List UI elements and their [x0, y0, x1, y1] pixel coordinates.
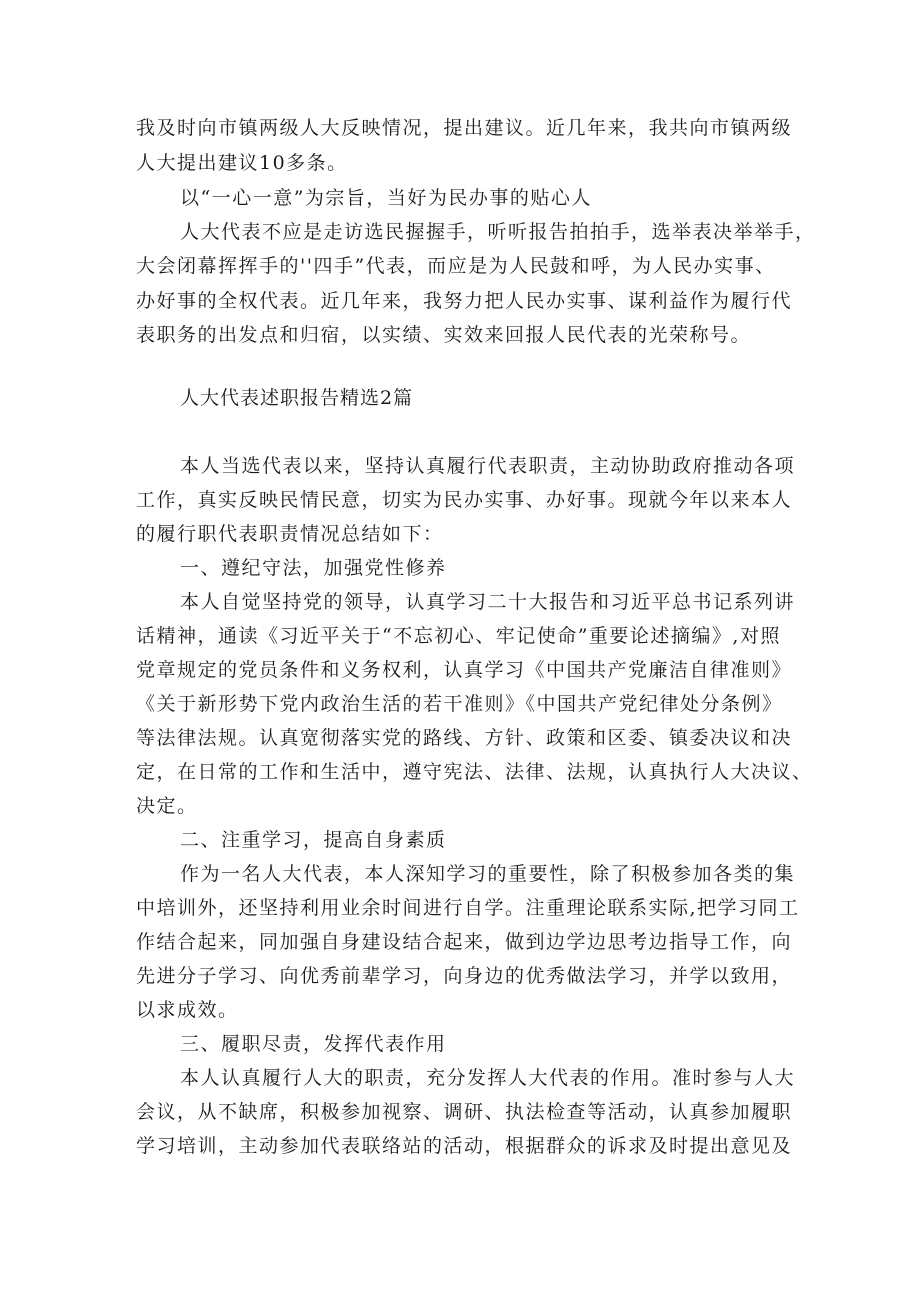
text-line: 等法律法规。认真宽彻落实党的路线、方针、政策和区委、镇委决议和决: [136, 727, 793, 749]
text-line: 作结合起来，同加强自身建设结合起来，做到边学边思考边指导工作，向: [136, 931, 793, 953]
section-subtitle: 以“一心一意”为宗旨，当好为民办事的贴心人: [180, 187, 592, 209]
text-line: 本人自觉坚持党的领导，认真学习二十大报告和习近平总书记系列讲: [180, 591, 796, 613]
text-line: 我及时向市镇两级人大反映情况，提出建议。近几年来，我共向市镇两级: [136, 117, 793, 139]
text-line: 话精神，通读《习近平关于“不忘初心、牢记使命”重要论述摘编》,对照: [136, 625, 781, 647]
text-line: 党章规定的党员条件和义务权利，认真学习《中国共产党廉洁自律准则》: [136, 659, 793, 681]
text-line: 工作，真实反映民情民意，切实为民办实事、办好事。现就今年以来本人: [136, 489, 793, 511]
section-heading-2: 二、注重学习，提高自身素质: [180, 829, 447, 851]
text-line: 本人当选代表以来，坚持认真履行代表职责，主动协助政府推动各项: [180, 455, 796, 477]
text-line: 表职务的出发点和归宿，以实绩、实效来回报人民代表的光荣称号。: [136, 324, 752, 346]
text-line: 中培训外，还坚持利用业余时间进行自学。注重理论联系实际,把学习同工: [136, 897, 800, 919]
text-line: 《关于新形势下党内政治生活的若干准则》《中国共产党纪律处分条例》: [136, 693, 783, 715]
text-line: 会议，从不缺席，积极参加视察、调研、执法检查等活动，认真参加履职: [136, 1101, 793, 1123]
text-line: 人大提出建议10多条。: [136, 152, 348, 174]
text-line: 决定。: [136, 795, 198, 817]
text-line: 大会闭幕挥挥手的''四手”代表，而应是为人民鼓和呼，为人民办实事、: [136, 255, 776, 277]
text-line: 学习培训，主动参加代表联络站的活动，根据群众的诉求及时提出意见及: [136, 1135, 793, 1157]
text-line: 办好事的全权代表。近几年来，我努力把人民办实事、谋利益作为履行代: [136, 290, 793, 312]
text-line: 作为一名人大代表，本人深知学习的重要性，除了积极参加各类的集: [180, 863, 796, 885]
section-heading-3: 三、履职尽责，发挥代表作用: [180, 1033, 447, 1055]
text-line: 先进分子学习、向优秀前辈学习，向身边的优秀做法学习，并学以致用，: [136, 965, 793, 987]
text-line: 以求成效。: [136, 999, 239, 1021]
text-line: 人大代表不应是走访选民握握手，听听报告拍拍手，选举表决举举手，: [180, 221, 816, 243]
text-line: 本人认真履行人大的职责，充分发挥人大代表的作用。准时参与人大: [180, 1067, 796, 1089]
document-title: 人大代表述职报告精选2篇: [180, 387, 414, 409]
section-heading-1: 一、遵纪守法，加强党性修养: [180, 557, 447, 579]
text-line: 定，在日常的工作和生活中，遵守宪法、法律、法规，认真执行人大决议、: [136, 761, 813, 783]
text-line: 的履行职代表职责情况总结如下：: [136, 523, 444, 545]
